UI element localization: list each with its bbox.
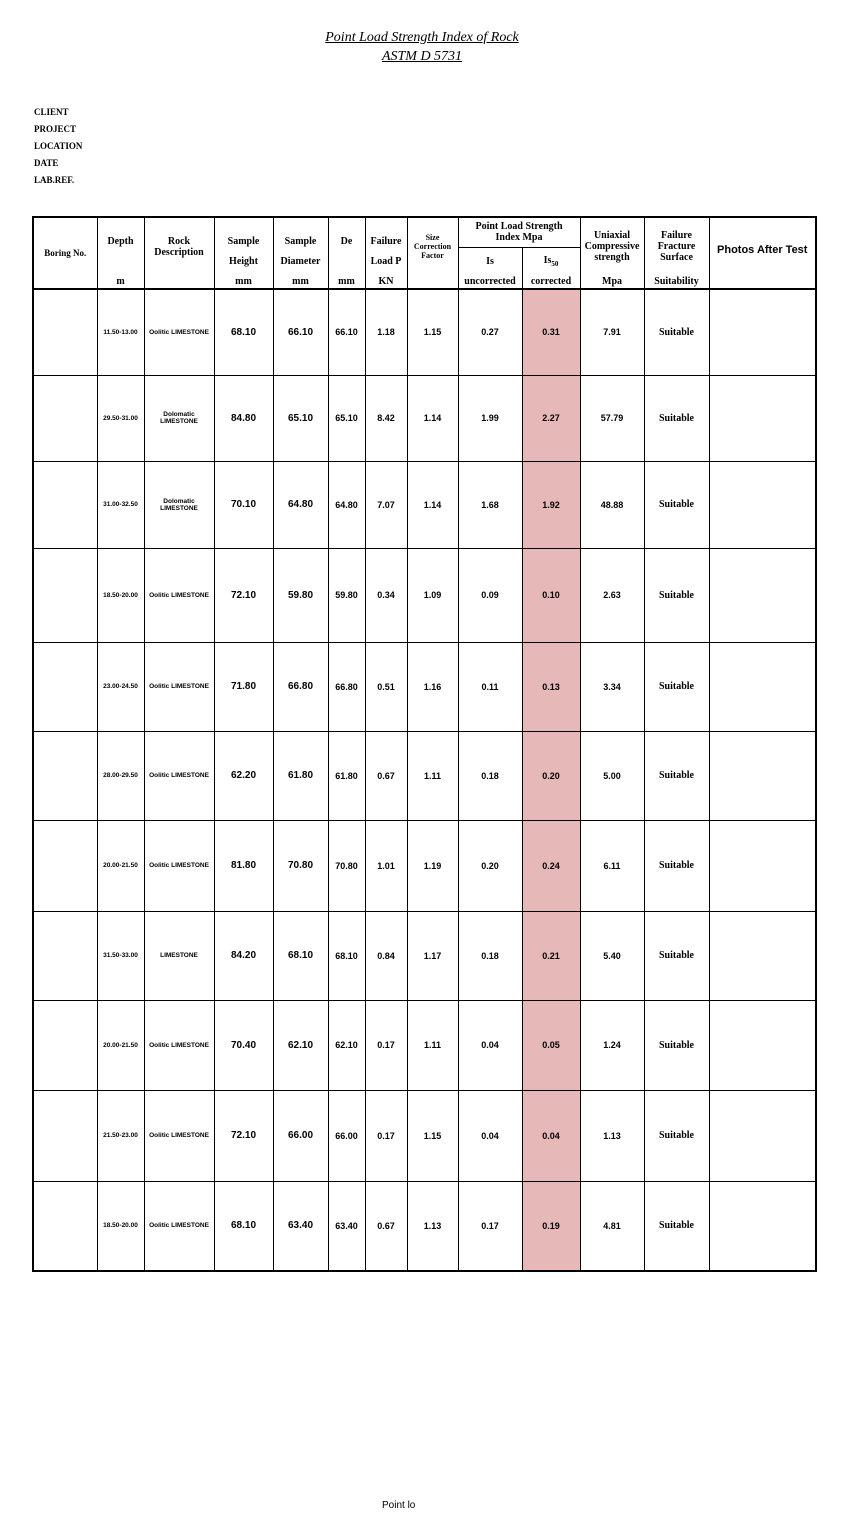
is50-cell: 0.19 [522,1181,580,1271]
depth-cell: 31.00-32.50 [97,461,144,548]
ucs-cell: 5.00 [580,731,644,820]
height-cell: 84.80 [214,375,273,461]
depth-unit: m [97,275,144,289]
factor-cell: 1.09 [407,548,458,642]
is-cell: 0.04 [458,1000,522,1090]
description-cell: Oolitic LIMESTONE [144,1090,214,1181]
depth-cell: 18.50-20.00 [97,548,144,642]
ucs-cell: 1.24 [580,1000,644,1090]
is50-cell: 0.20 [522,731,580,820]
load-cell: 0.17 [365,1000,407,1090]
ucs-cell: 48.88 [580,461,644,548]
boring-cell [33,642,97,731]
photo-cell [709,461,816,548]
factor-cell: 1.13 [407,1181,458,1271]
is-cell: 0.09 [458,548,522,642]
suitability-cell: Suitable [644,642,709,731]
height-cell: 62.20 [214,731,273,820]
depth-cell: 28.00-29.50 [97,731,144,820]
height-cell: 71.80 [214,642,273,731]
suitability-cell: Suitable [644,1090,709,1181]
photo-cell [709,1181,816,1271]
table-row [33,820,816,911]
suitability-cell: Suitable [644,731,709,820]
suitability-cell: Suitable [644,548,709,642]
is-cell: 1.68 [458,461,522,548]
photo-cell [709,1090,816,1181]
height-cell: 72.10 [214,1090,273,1181]
ucs-cell: 1.13 [580,1090,644,1181]
photo-cell [709,548,816,642]
ucs-cell: 2.63 [580,548,644,642]
table-row [33,1181,816,1271]
report-title: Point Load Strength Index of Rock [325,30,519,45]
load-cell: 1.01 [365,820,407,911]
table-row [33,461,816,548]
height-cell: 72.10 [214,548,273,642]
is-cell: 0.18 [458,731,522,820]
is50-cell: 0.13 [522,642,580,731]
diameter-cell: 61.80 [273,731,328,820]
boring-cell [33,1181,97,1271]
height-cell: 81.80 [214,820,273,911]
description-cell: LIMESTONE [144,911,214,1000]
de-cell: 61.80 [328,731,365,820]
col-de: De [328,217,365,247]
photo-cell [709,731,816,820]
de-cell: 65.10 [328,375,365,461]
boring-cell [33,461,97,548]
diameter-cell: 66.80 [273,642,328,731]
is50-cell: 0.10 [522,548,580,642]
col-ucs: Uniaxial Compressive strength [580,217,644,275]
suitability-cell: Suitable [644,1000,709,1090]
table-row [33,289,816,375]
is-cell: 0.20 [458,820,522,911]
diameter-cell: 63.40 [273,1181,328,1271]
de-cell: 70.80 [328,820,365,911]
depth-cell: 18.50-20.00 [97,1181,144,1271]
meta-client-label: CLIENT [34,107,69,117]
de-cell: 63.40 [328,1181,365,1271]
load-cell: 0.67 [365,731,407,820]
suitability-cell: Suitable [644,375,709,461]
col-rock: Rock [144,217,214,247]
factor-cell: 1.14 [407,375,458,461]
boring-cell [33,289,97,375]
meta-project-label: PROJECT [34,124,77,134]
description-cell: Oolitic LIMESTONE [144,642,214,731]
load-cell: 0.34 [365,548,407,642]
photo-cell [709,1000,816,1090]
load-cell: 0.51 [365,642,407,731]
diameter-cell: 68.10 [273,911,328,1000]
diameter-cell: 66.10 [273,289,328,375]
report-standard: ASTM D 5731 [381,49,463,64]
table-header: Boring No. Depth Rock Sample Sample De Failure Size Correction Factor Point Load Strength Index Mpa Uniaxial Compressive strength Failure Fracture Surface Photos After Test Description Height Diameter Load P Is $Is_{50}$ m mm mm mm KN uncorrected corrected Mpa Suitability [33,217,816,289]
height-cell: 70.10 [214,461,273,548]
boring-cell [33,548,97,642]
ucs-cell: 57.79 [580,375,644,461]
is-cell: 0.04 [458,1090,522,1181]
load-cell: 0.84 [365,911,407,1000]
diameter-cell: 59.80 [273,548,328,642]
col-is50-corrected: $Is_{50}$ [522,247,580,275]
boring-cell [33,1090,97,1181]
diameter-cell: 62.10 [273,1000,328,1090]
photo-cell [709,289,816,375]
de-cell: 66.10 [328,289,365,375]
is50-cell: 2.27 [522,375,580,461]
ucs-cell: 3.34 [580,642,644,731]
col-failure-surface: Failure Fracture Surface [644,217,709,275]
de-cell: 64.80 [328,461,365,548]
meta-labels [34,104,82,189]
suitability-cell: Suitable [644,820,709,911]
de-cell: 66.00 [328,1090,365,1181]
col-rock-description: Description [144,247,214,275]
is50-cell: 0.05 [522,1000,580,1090]
is-cell: 0.27 [458,289,522,375]
col-sample-diameter: Sample [273,217,328,247]
depth-cell: 20.00-21.50 [97,820,144,911]
diameter-cell: 65.10 [273,375,328,461]
depth-cell: 29.50-31.00 [97,375,144,461]
description-cell: Oolitic LIMESTONE [144,731,214,820]
table-row [33,731,816,820]
boring-cell [33,731,97,820]
load-cell: 0.17 [365,1090,407,1181]
is-cell: 0.11 [458,642,522,731]
boring-cell [33,820,97,911]
factor-cell: 1.16 [407,642,458,731]
load-cell: 7.07 [365,461,407,548]
depth-cell: 20.00-21.50 [97,1000,144,1090]
diameter-cell: 64.80 [273,461,328,548]
height-cell: 68.10 [214,1181,273,1271]
boring-cell [33,1000,97,1090]
suitability-cell: Suitable [644,911,709,1000]
factor-cell: 1.11 [407,731,458,820]
description-cell: Dolomatic LIMESTONE [144,461,214,548]
suitability-cell: Suitable [644,289,709,375]
is-cell: 0.18 [458,911,522,1000]
description-cell: Oolitic LIMESTONE [144,820,214,911]
depth-cell: 31.50-33.00 [97,911,144,1000]
meta-labref-label: LAB.REF. [34,175,75,185]
de-cell: 62.10 [328,1000,365,1090]
col-boring: Boring No. [33,217,97,289]
de-cell: 66.80 [328,642,365,731]
description-cell: Oolitic LIMESTONE [144,289,214,375]
photo-cell [709,911,816,1000]
is50-cell: 0.04 [522,1090,580,1181]
is50-cell: 0.21 [522,911,580,1000]
ucs-cell: 6.11 [580,820,644,911]
photo-cell [709,820,816,911]
boring-cell [33,911,97,1000]
de-cell: 68.10 [328,911,365,1000]
depth-cell: 11.50-13.00 [97,289,144,375]
suitability-cell: Suitable [644,461,709,548]
table-row [33,1000,816,1090]
photo-cell [709,375,816,461]
factor-cell: 1.11 [407,1000,458,1090]
results-table [32,216,817,1272]
factor-cell: 1.19 [407,820,458,911]
col-photos: Photos After Test [709,217,816,289]
table-row [33,1090,816,1181]
diameter-cell: 70.80 [273,820,328,911]
description-cell: Oolitic LIMESTONE [144,548,214,642]
description-cell: Oolitic LIMESTONE [144,1000,214,1090]
suitability-cell: Suitable [644,1181,709,1271]
is-cell: 0.17 [458,1181,522,1271]
ucs-cell: 5.40 [580,911,644,1000]
page-footer: Point lo [382,1500,416,1511]
is-cell: 1.99 [458,375,522,461]
height-cell: 84.20 [214,911,273,1000]
load-cell: 0.67 [365,1181,407,1271]
table-body [33,289,816,1271]
description-cell: Oolitic LIMESTONE [144,1181,214,1271]
factor-cell: 1.15 [407,289,458,375]
col-is-uncorrected: Is [458,247,522,275]
col-size-factor: Size Correction Factor [407,217,458,275]
load-cell: 1.18 [365,289,407,375]
col-failure-load: Failure [365,217,407,247]
meta-location-label: LOCATION [34,141,83,151]
ucs-cell: 4.81 [580,1181,644,1271]
height-cell: 68.10 [214,289,273,375]
photo-cell [709,642,816,731]
diameter-cell: 66.00 [273,1090,328,1181]
boring-cell [33,375,97,461]
load-cell: 8.42 [365,375,407,461]
depth-cell: 23.00-24.50 [97,642,144,731]
col-depth: Depth [97,217,144,247]
is50-cell: 0.31 [522,289,580,375]
col-point-load-group: Point Load Strength Index Mpa [458,217,580,247]
is50-cell: 0.24 [522,820,580,911]
factor-cell: 1.14 [407,461,458,548]
table-row [33,375,816,461]
description-cell: Dolomatic LIMESTONE [144,375,214,461]
is50-cell: 1.92 [522,461,580,548]
table-row [33,911,816,1000]
table-row [33,642,816,731]
ucs-cell: 7.91 [580,289,644,375]
meta-date-label: DATE [34,158,59,168]
factor-cell: 1.15 [407,1090,458,1181]
col-sample-height: Sample [214,217,273,247]
depth-cell: 21.50-23.00 [97,1090,144,1181]
table-row [33,548,816,642]
factor-cell: 1.17 [407,911,458,1000]
de-cell: 59.80 [328,548,365,642]
height-cell: 70.40 [214,1000,273,1090]
